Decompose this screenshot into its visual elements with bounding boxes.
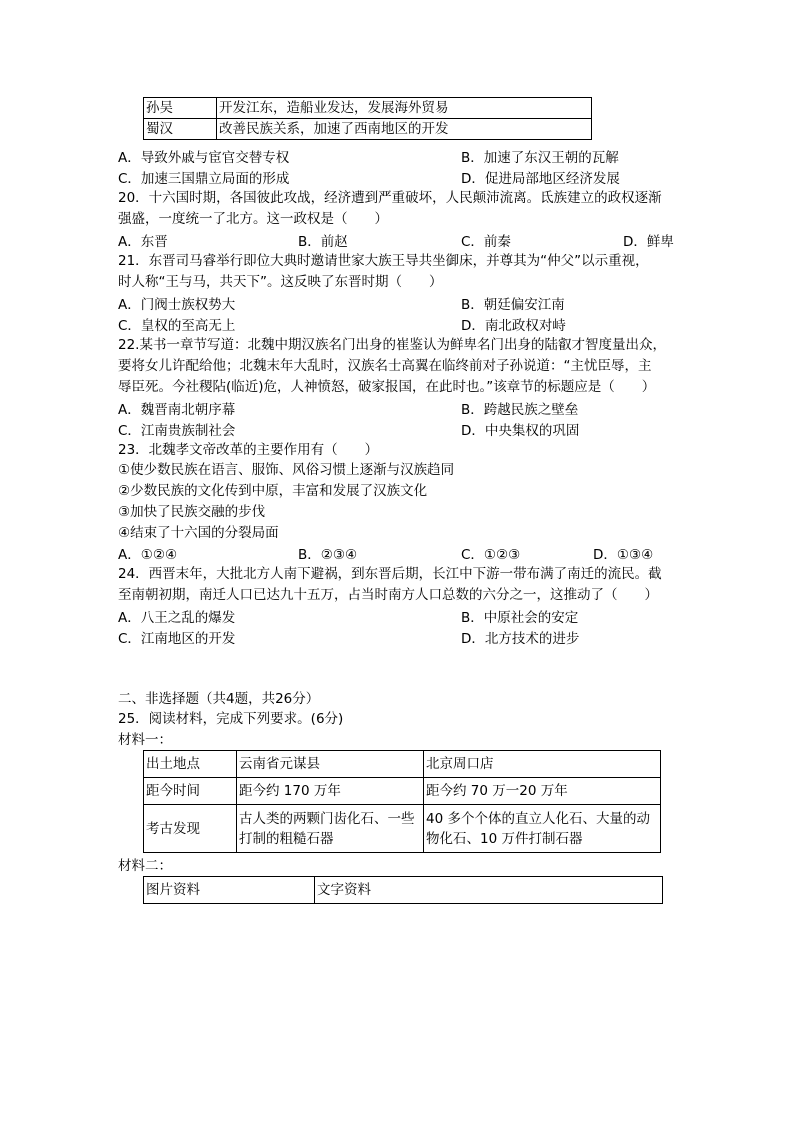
option-a: A．门阀士族权势大 [118,297,236,313]
option-c: C．①②③ [461,547,521,563]
table-cell: 北京周口店 [424,751,661,778]
option-b: B．前赵 [298,234,348,250]
question-21-line1: 21．东晋司马睿举行即位大典时邀请世家大族王导共坐御床，并尊其为“仲父”以示重视， [118,253,649,269]
option-c: C．加速三国鼎立局面的形成 [118,171,290,187]
option-a: A．八王之乱的爆发 [118,610,236,626]
option-d: D．中央集权的巩固 [461,423,580,439]
dynasty-table [143,97,592,140]
option-a: A．魏晋南北朝序幕 [118,402,236,418]
table-row [144,805,661,853]
option-b: B．中原社会的安定 [461,610,579,626]
table-cell: 蜀汉 [144,119,217,140]
question-24-line2: 至南朝初期，南迁人口已达九十五万，占当时南方人口总数的六分之一，这推动了（ ） [118,587,658,603]
option-c: C．前秦 [461,234,511,250]
question-25-stem: 25．阅读材料，完成下列要求。(6分) [118,711,344,727]
section-heading: 二、非选择题（共4题，共26分） [118,691,320,707]
table-cell: 距今约 70 万一20 万年 [424,778,661,805]
option-d: D．鲜卑 [623,234,674,250]
material-2-table [143,876,663,904]
question-21-line2: 时人称“王与马，共天下”。这反映了东晋时期（ ） [118,274,443,290]
question-22-line2: 要将女儿许配给他；北魏末年大乱时，汉族名士高翼在临终前对子孙说道：“主忧臣辱，主 [118,358,652,374]
table-row [144,778,661,805]
question-20-line2: 强盛，一度统一了北方。这一政权是（ ） [118,211,388,227]
question-22-line1: 22.某书一章节写道：北魏中期汉族名门出身的崔鉴认为鲜卑名门出身的陆叡才智度量出众， [118,337,666,353]
question-20-line1: 20．十六国时期，各国彼此攻战，经济遭到严重破坏，人民颠沛流离。氐族建立的政权逐渐 [118,190,662,206]
option-d: D．①③④ [593,547,654,563]
question-23-item: ③加快了民族交融的步伐 [118,504,266,520]
option-b: B．朝廷偏安江南 [461,297,565,313]
option-b: B．加速了东汉王朝的瓦解 [461,150,619,166]
question-23-item: ②少数民族的文化传到中原，丰富和发展了汉族文化 [118,483,428,499]
option-c: C．江南地区的开发 [118,631,236,647]
option-d: D．南北政权对峙 [461,318,566,334]
option-c: C．江南贵族制社会 [118,423,236,439]
option-a: A．导致外戚与宦官交替专权 [118,150,290,166]
table-row [144,751,661,778]
option-b: B．跨越民族之壁垒 [461,402,579,418]
table-cell: 云南省元谋县 [237,751,424,778]
table-cell: 出土地点 [144,751,237,778]
question-22-line3: 辱臣死。今社稷阽(临近)危，人神愤怒，破家报国，在此时也。”该章节的标题应是（ ） [118,379,656,395]
question-23-item: ①使少数民族在语言、服饰、风俗习惯上逐渐与汉族趋同 [118,462,455,478]
table-cell: 古人类的两颗门齿化石、一些打制的粗糙石器 [237,805,424,853]
option-a: A．东晋 [118,234,168,250]
table-cell: 改善民族关系，加速了西南地区的开发 [217,119,592,140]
option-d: D．促进局部地区经济发展 [461,171,620,187]
table-row [144,119,592,140]
material-1-label: 材料一： [118,732,172,748]
option-c: C．皇权的至高无上 [118,318,236,334]
table-row [144,98,592,119]
table-cell: 孙吴 [144,98,217,119]
table-cell: 图片资料 [144,877,315,904]
table-cell: 距今约 170 万年 [237,778,424,805]
table-cell: 40 多个个体的直立人化石、大量的动物化石、10 万件打制石器 [424,805,661,853]
material-2-label: 材料二： [118,858,172,874]
question-23-stem: 23．北魏孝文帝改革的主要作用有（ ） [118,442,379,458]
question-24-line1: 24．西晋末年，大批北方人南下避祸，到东晋后期，长江中下游一带布满了南迁的流民。截 [118,566,662,582]
table-cell: 考古发现 [144,805,237,853]
table-cell: 距今时间 [144,778,237,805]
question-23-item: ④结束了十六国的分裂局面 [118,525,279,541]
option-a: A．①②④ [118,547,178,563]
table-row [144,877,663,904]
material-1-table [143,750,661,853]
table-cell: 开发江东，造船业发达，发展海外贸易 [217,98,592,119]
option-d: D．北方技术的进步 [461,631,580,647]
option-b: B．②③④ [298,547,358,563]
table-cell: 文字资料 [315,877,663,904]
